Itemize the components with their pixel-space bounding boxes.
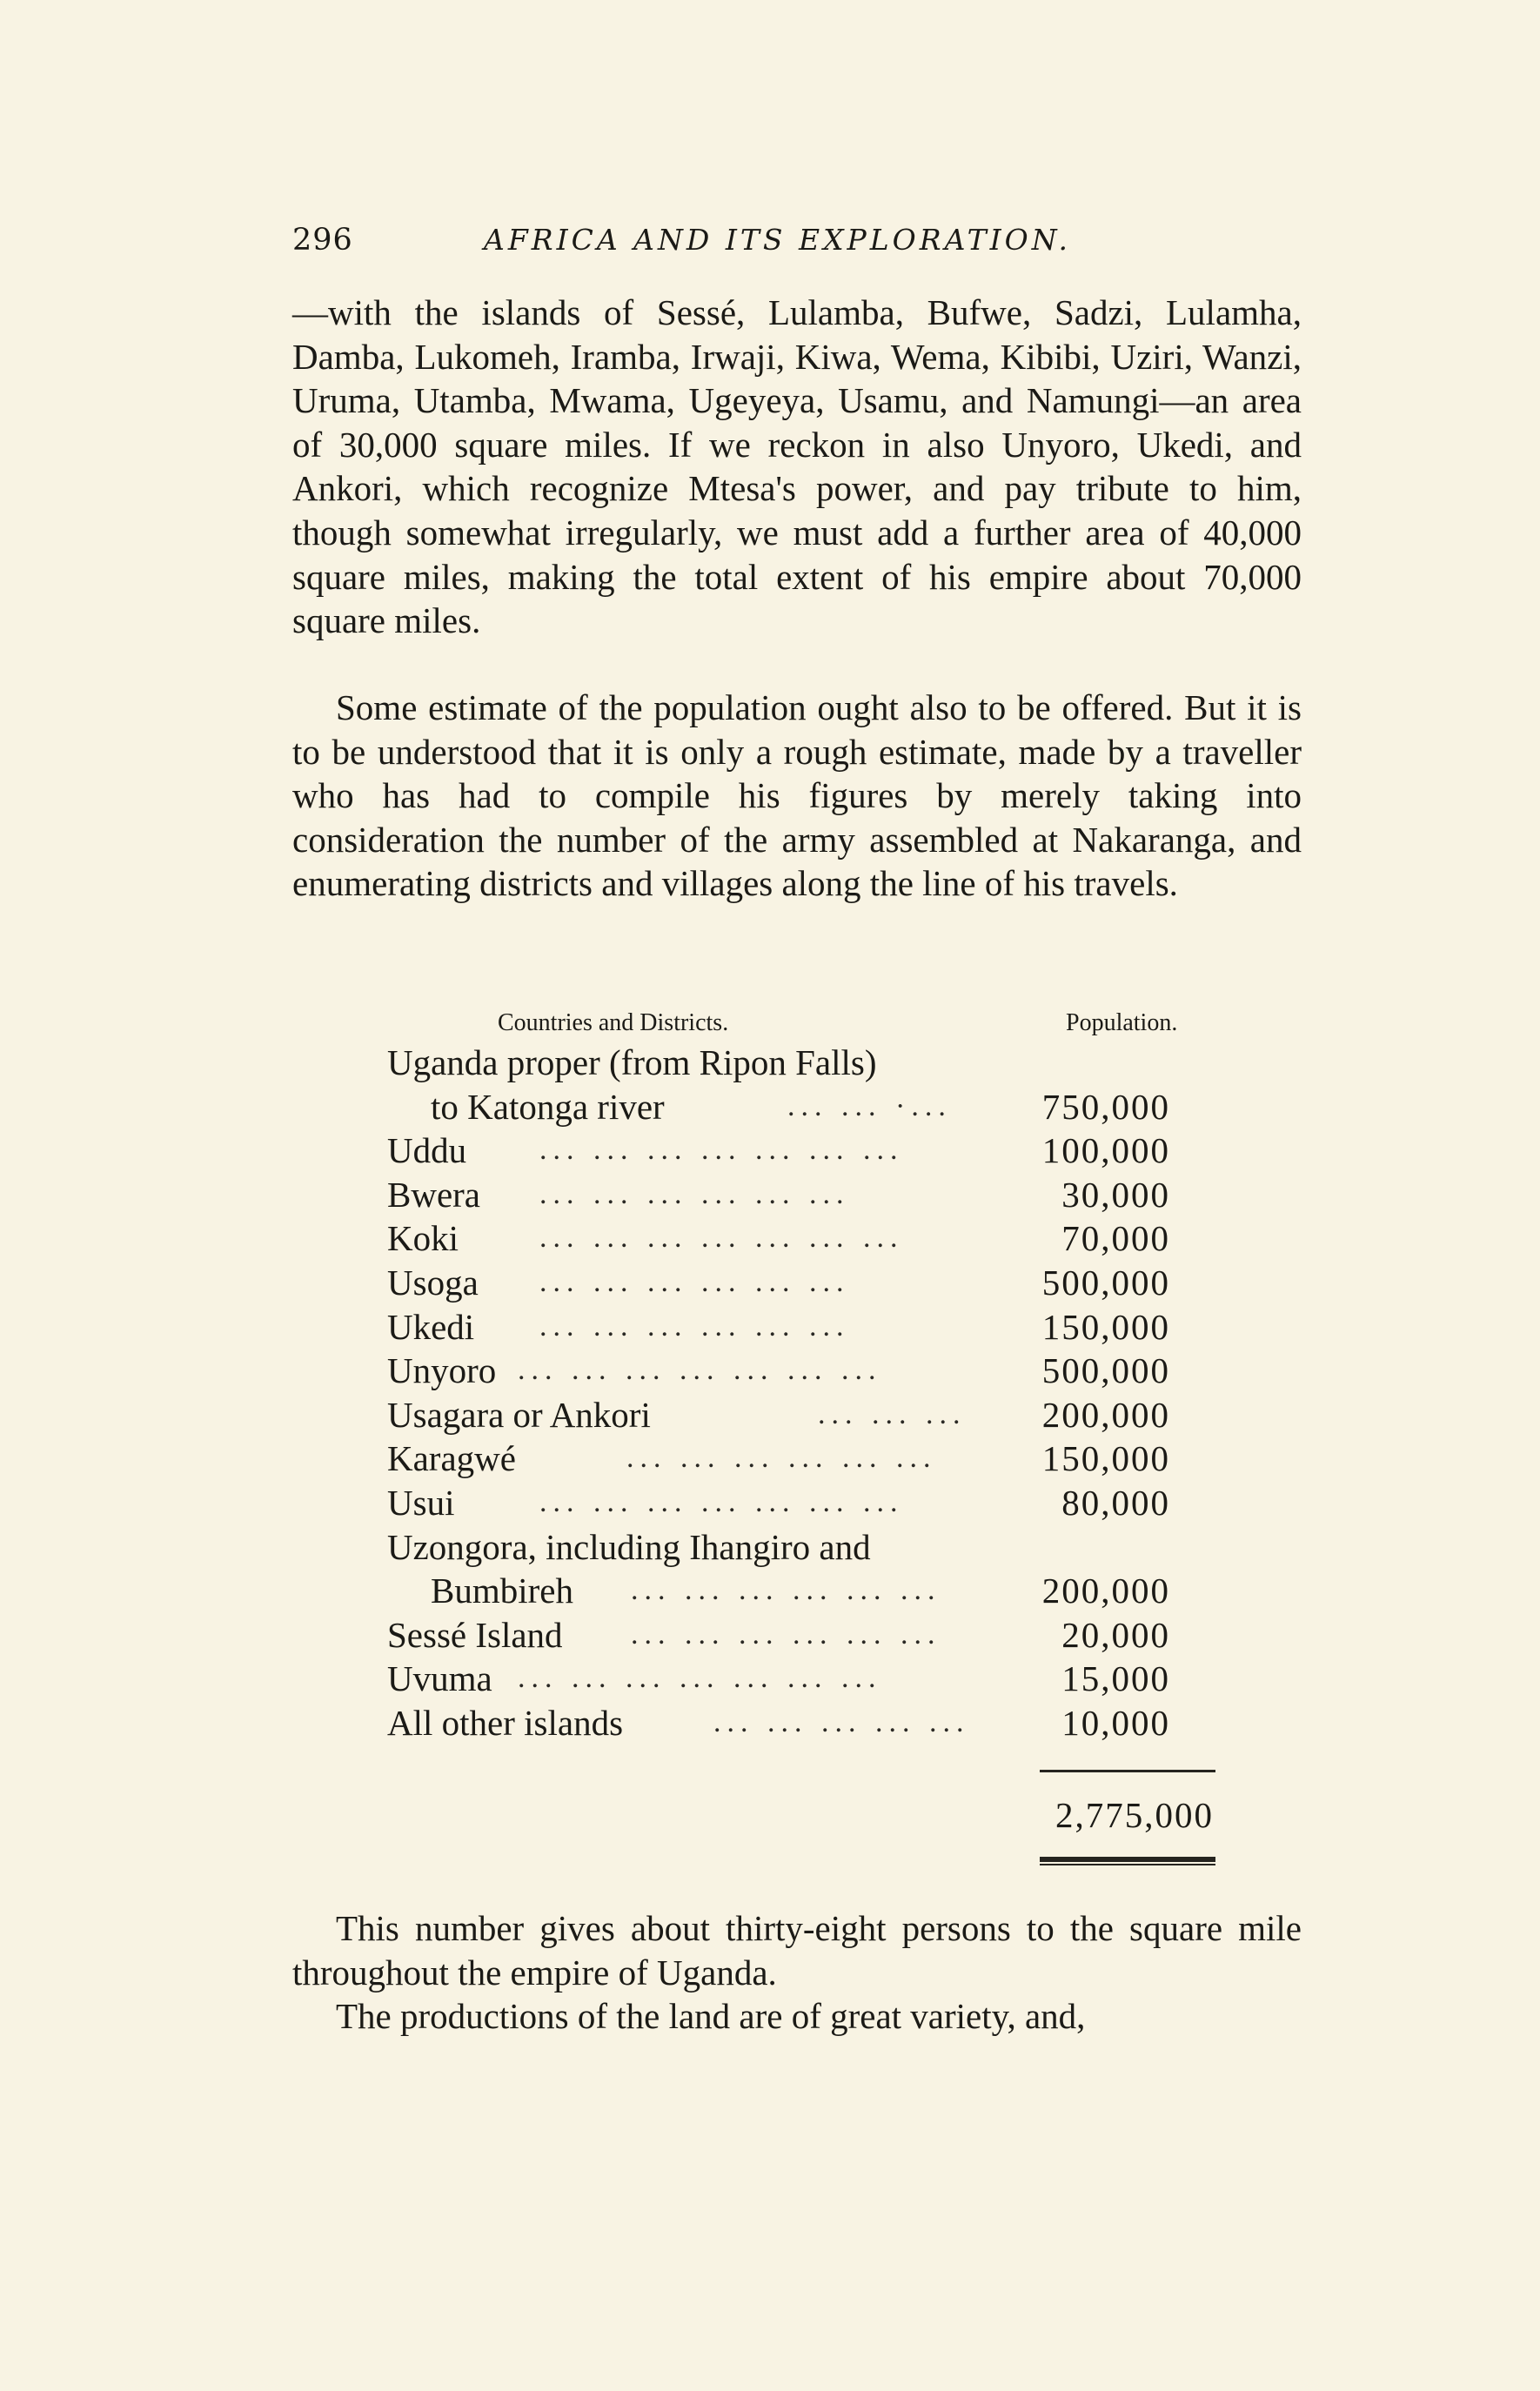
- table-row: [387, 1481, 1222, 1525]
- paragraph-productions: The productions of the land are of great variety, and,: [336, 1996, 1086, 2036]
- dot-leader: ... ... ... ... ... ...: [631, 1617, 941, 1651]
- dot-leader: ... ... ... ... ...: [713, 1705, 970, 1738]
- dot-leader: ... ... ... ... ... ... ...: [539, 1485, 904, 1518]
- row-value: 500,000: [1041, 1262, 1170, 1303]
- table-row: [387, 1525, 1222, 1570]
- paragraph-density: This number gives about thirty-eight persons to the square mile throughout the empire of Uganda.: [292, 1908, 1302, 1992]
- row-label: Uddu: [387, 1130, 467, 1171]
- table-row: [387, 1129, 1222, 1173]
- row-label: Karagwé: [387, 1438, 516, 1479]
- table-row: [387, 1305, 1222, 1350]
- dot-leader: ... ... ... ... ... ... ...: [518, 1662, 882, 1695]
- table-row: [387, 1657, 1222, 1701]
- running-title: AFRICA AND ITS EXPLORATION.: [484, 223, 1071, 257]
- sum-rule: [1040, 1770, 1215, 1772]
- row-label: Bumbireh: [431, 1571, 573, 1611]
- dot-leader: ... ... ·...: [787, 1089, 952, 1122]
- row-value: 750,000: [1041, 1086, 1170, 1127]
- total-double-rule: [1040, 1857, 1215, 1862]
- table-row: [387, 1569, 1222, 1613]
- row-value: 150,000: [1041, 1438, 1170, 1479]
- row-label: Ukedi: [387, 1306, 475, 1347]
- row-value: 150,000: [1041, 1306, 1170, 1347]
- page-number: 296: [292, 223, 353, 258]
- row-value: 15,000: [1061, 1658, 1170, 1699]
- row-value: 100,000: [1041, 1130, 1170, 1171]
- row-label: All other islands: [387, 1702, 624, 1743]
- total-double-rule-lower: [1040, 1864, 1215, 1865]
- population-table: [387, 1041, 1222, 1745]
- column-header-population: Population.: [1066, 1009, 1178, 1036]
- dot-leader: ... ... ... ... ... ...: [539, 1265, 850, 1298]
- table-row: [387, 1437, 1222, 1481]
- row-label: Usui: [387, 1482, 455, 1523]
- dot-leader: ... ... ... ... ... ...: [631, 1574, 941, 1607]
- row-label: Usagara or Ankori: [387, 1394, 651, 1435]
- column-header-countries: Countries and Districts.: [498, 1009, 729, 1036]
- row-label: Bwera: [387, 1174, 481, 1215]
- table-row: [387, 1613, 1222, 1658]
- table-row: [387, 1393, 1222, 1437]
- row-value: 200,000: [1041, 1394, 1170, 1435]
- row-label: Usoga: [387, 1262, 479, 1303]
- table-row: [387, 1261, 1222, 1305]
- dot-leader: ... ... ... ... ... ...: [539, 1177, 850, 1210]
- row-label: Koki: [387, 1218, 459, 1259]
- dot-leader: ... ... ... ... ... ... ...: [539, 1134, 904, 1167]
- table-row: [387, 1085, 1222, 1129]
- row-value: 70,000: [1061, 1218, 1170, 1259]
- row-value: 20,000: [1061, 1614, 1170, 1655]
- dot-leader: ... ... ... ... ... ... ...: [518, 1354, 882, 1387]
- population-total: 2,775,000: [1055, 1795, 1214, 1835]
- dot-leader: ... ... ...: [818, 1397, 967, 1430]
- row-value: 500,000: [1041, 1350, 1170, 1391]
- paragraph-population-estimate: Some estimate of the population ought also to be offered. But it is to be understood that it is only a rough estimate, made by a traveller who has had to compile his figures by merely taking into consideration the number of the army assembled at Nakaranga, and enumerating districts and villages along the line of his travels.: [292, 687, 1302, 904]
- table-row: [387, 1349, 1222, 1393]
- table-row: [387, 1701, 1222, 1745]
- page-header: [292, 223, 1276, 265]
- row-label: Uzongora, including Ihangiro and: [387, 1526, 871, 1567]
- row-label: Uganda proper (from Ripon Falls): [387, 1042, 877, 1082]
- row-value: 10,000: [1061, 1702, 1170, 1743]
- row-value: 200,000: [1041, 1571, 1170, 1611]
- table-row: [387, 1173, 1222, 1217]
- dot-leader: ... ... ... ... ... ...: [539, 1309, 850, 1343]
- dot-leader: ... ... ... ... ... ...: [626, 1442, 937, 1475]
- paragraph-islands: —with the islands of Sessé, Lulamba, Bufwe, Sadzi, Lulamha, Damba, Lukomeh, Iramba, Irwaji, Kiwa, Wema, Kibibi, Uziri, Wanzi, Uruma, Utamba, Mwama, Ugeyeya, Usamu, and Namungi—an area of 30,000 square miles. If we reckon in also Unyoro, Ukedi, and Ankori, which recognize Mtesa's power, and pay tribute to him, though somewhat irregularly, we must add a further area of 40,000 square miles, making the total extent of his empire about 70,000 square miles.: [292, 292, 1302, 641]
- row-value: 30,000: [1061, 1174, 1170, 1215]
- row-label: Unyoro: [387, 1350, 497, 1391]
- row-value: 80,000: [1061, 1482, 1170, 1523]
- table-row: [387, 1041, 1222, 1085]
- row-label: Uvuma: [387, 1658, 492, 1699]
- row-label: Sessé Island: [387, 1614, 563, 1655]
- row-label: to Katonga river: [431, 1086, 665, 1127]
- table-row: [387, 1216, 1222, 1261]
- dot-leader: ... ... ... ... ... ... ...: [539, 1222, 904, 1255]
